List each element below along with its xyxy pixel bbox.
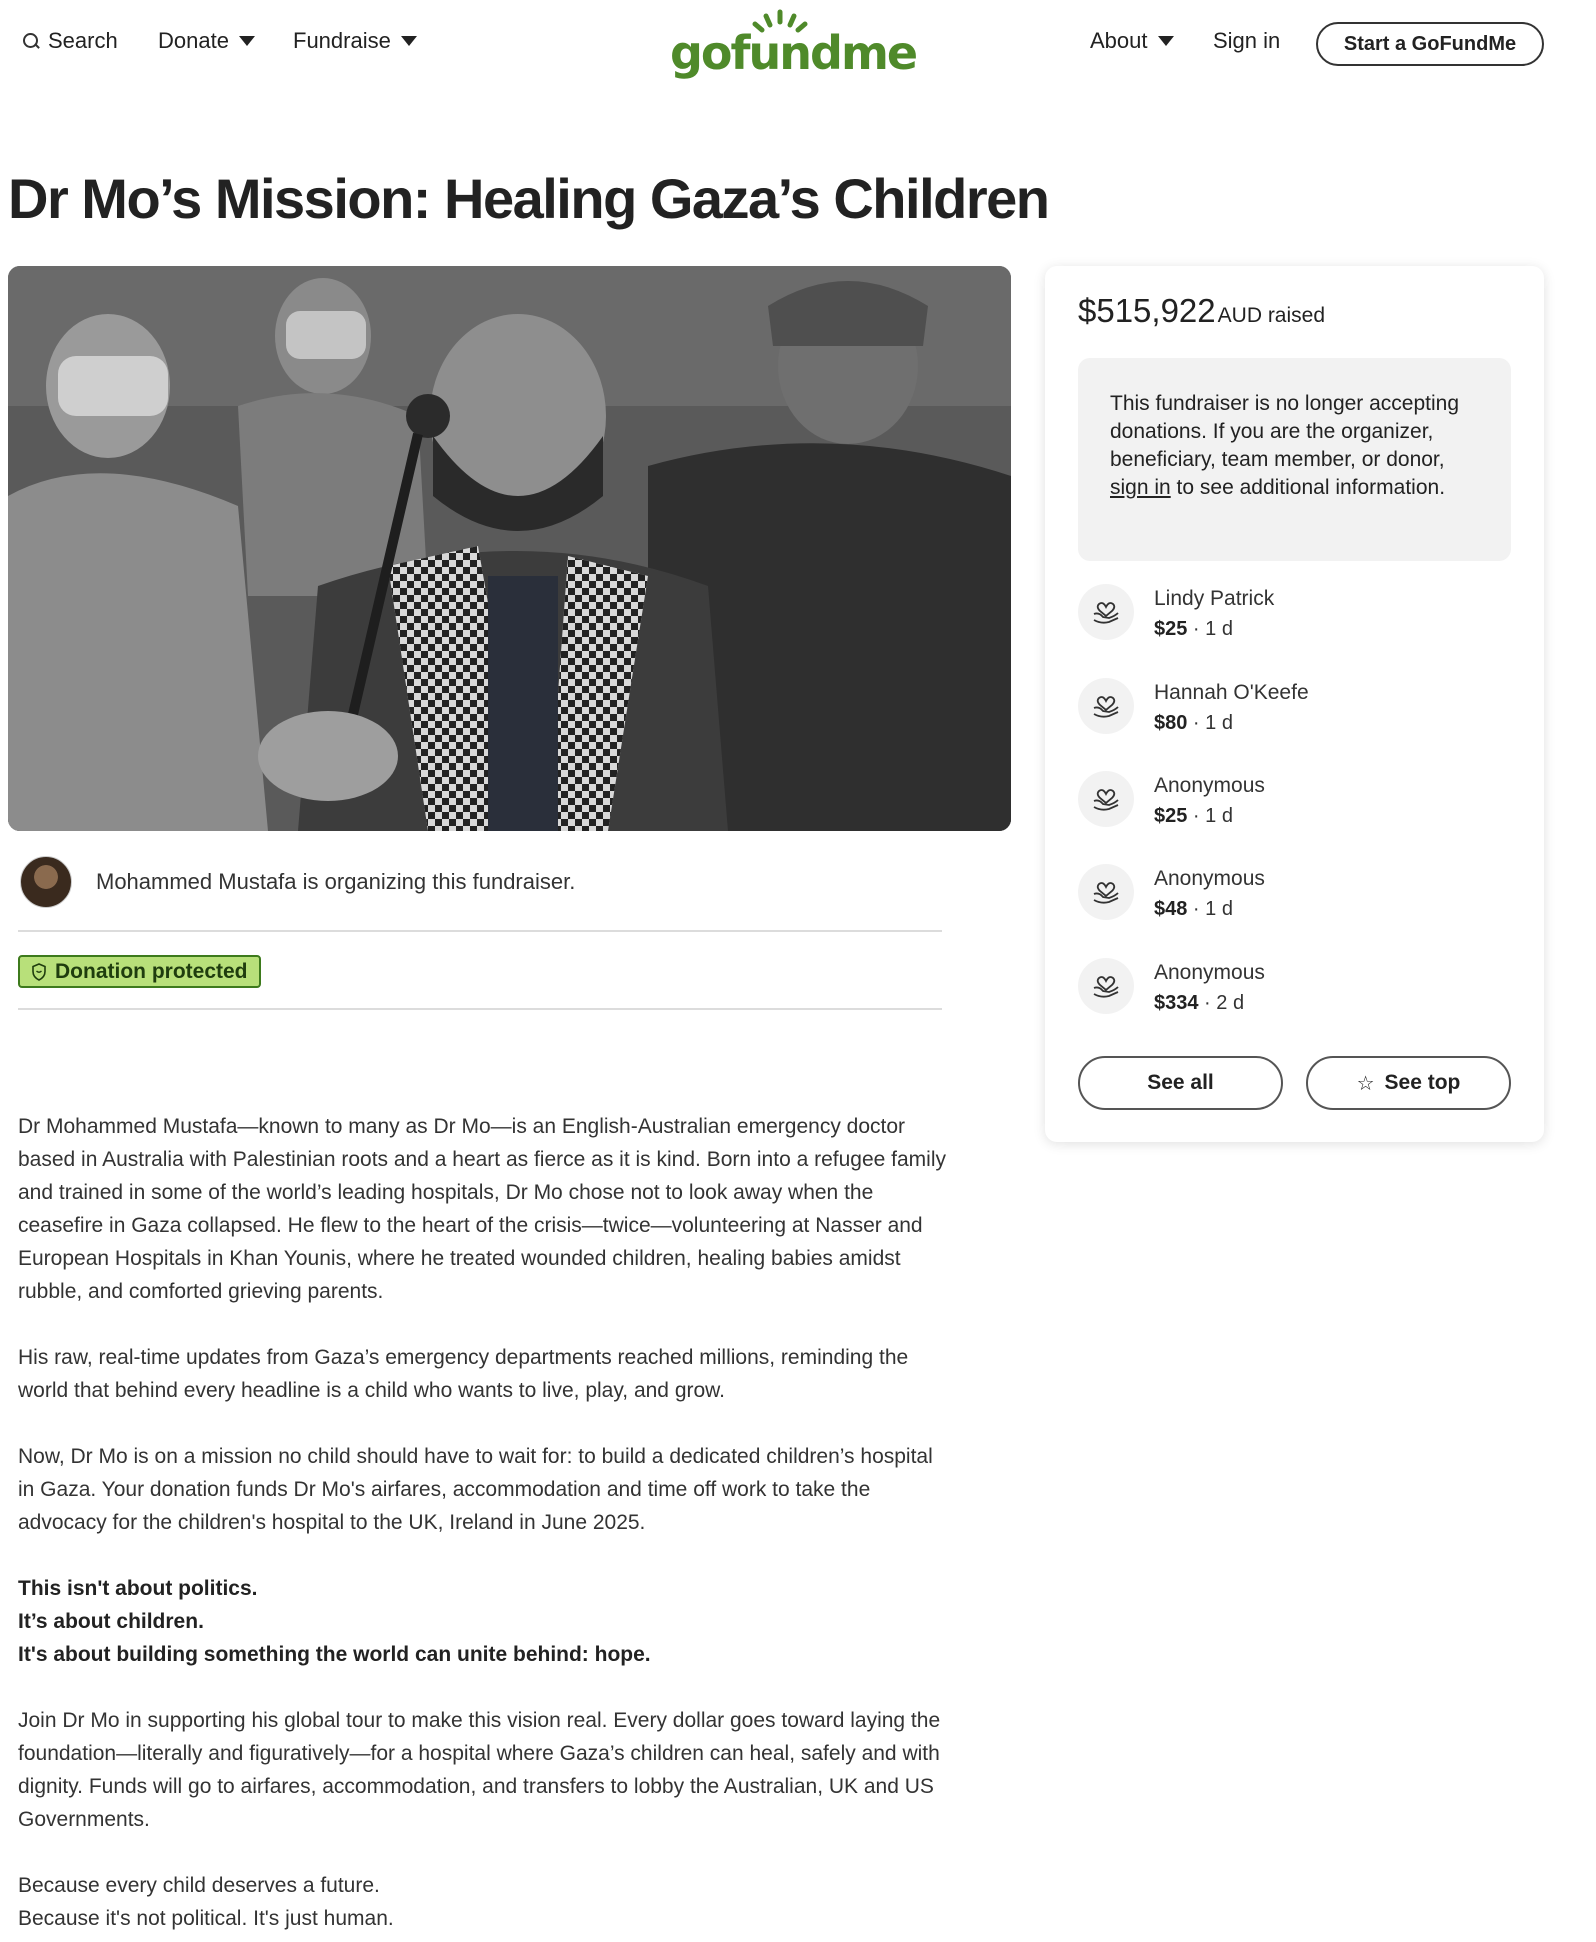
story-paragraph: Now, Dr Mo is on a mission no child should have to wait for: to build a dedicated children’s hospital in Gaza. Your donation funds Dr Mo's airfares, accommodation and time off work to take the advocacy for the children's hospital to the UK, Ireland in June 2025.: [18, 1445, 933, 1534]
notice-sign-in-link[interactable]: sign in: [1110, 476, 1171, 499]
donor-item: [1078, 771, 1265, 831]
donor-time: 1 d: [1205, 805, 1233, 827]
donor-name: Anonymous: [1154, 961, 1265, 984]
donor-amount: $25: [1154, 618, 1188, 640]
campaign-title: Dr Mo’s Mission: Healing Gaza’s Children: [8, 167, 1049, 230]
donation-protected-badge[interactable]: [18, 955, 261, 988]
donor-amount: $48: [1154, 898, 1188, 920]
divider: [18, 1008, 942, 1010]
donate-menu[interactable]: [158, 28, 255, 54]
about-menu[interactable]: [1090, 28, 1174, 54]
heart-hand-icon: [1078, 584, 1134, 640]
search-nav[interactable]: [22, 28, 118, 54]
logo-text: gofundme: [670, 26, 917, 80]
donor-time: 1 d: [1205, 898, 1233, 920]
donate-label: Donate: [158, 28, 229, 53]
donor-name: Hannah O'Keefe: [1154, 681, 1309, 704]
story-line: Because every child deserves a future.: [18, 1874, 380, 1897]
donor-meta: $80 · 1 d: [1154, 712, 1233, 734]
raised-summary: [1078, 292, 1325, 330]
donor-name: Anonymous: [1154, 867, 1265, 890]
caret-down-icon: [401, 36, 417, 46]
shield-icon: [31, 963, 47, 981]
story-closing: [18, 1869, 948, 1935]
hero-photo: [8, 266, 1011, 831]
sign-in-label: Sign in: [1213, 28, 1281, 53]
see-top-button[interactable]: [1306, 1056, 1511, 1110]
divider: [18, 930, 942, 932]
donor-amount: $334: [1154, 992, 1199, 1014]
notice-text-post: to see additional information.: [1176, 476, 1446, 499]
donation-protected-label: Donation protected: [55, 959, 248, 983]
search-label: Search: [48, 28, 118, 53]
raised-amount: $515,922: [1078, 292, 1216, 329]
organizer-row: [20, 856, 575, 908]
see-top-label: See top: [1384, 1071, 1461, 1094]
donation-sidebar-card: [1045, 266, 1544, 1142]
organizer-avatar[interactable]: [20, 856, 72, 908]
donor-time: 1 d: [1205, 712, 1233, 734]
donor-meta: $334 · 2 d: [1154, 992, 1245, 1014]
heart-hand-icon: [1078, 771, 1134, 827]
heart-hand-icon: [1078, 864, 1134, 920]
donor-meta: $25 · 1 d: [1154, 618, 1233, 640]
donor-item: [1078, 584, 1274, 644]
donor-time: 2 d: [1216, 992, 1245, 1014]
see-all-label: See all: [1147, 1071, 1214, 1094]
closed-notice: [1078, 358, 1511, 561]
story-bold-line: This isn't about politics.: [18, 1577, 258, 1600]
donor-item: [1078, 864, 1265, 924]
caret-down-icon: [239, 36, 255, 46]
donor-amount: $25: [1154, 805, 1188, 827]
story-line: Because it's not political. It's just human.: [18, 1907, 394, 1930]
story-bold-line: It's about building something the world can unite behind: hope.: [18, 1643, 651, 1666]
donor-meta: $48 · 1 d: [1154, 898, 1233, 920]
story-bold-line: It’s about children.: [18, 1610, 204, 1633]
search-icon: [22, 32, 40, 50]
donor-time: 1 d: [1205, 618, 1233, 640]
story-bold-block: [18, 1572, 948, 1671]
donor-amount: $80: [1154, 712, 1188, 734]
heart-hand-icon: [1078, 958, 1134, 1014]
fundraise-menu[interactable]: [293, 28, 417, 54]
notice-text-pre: This fundraiser is no longer accepting donations. If you are the organizer, beneficiary, team member, or donor,: [1110, 392, 1460, 471]
fundraise-label: Fundraise: [293, 28, 391, 53]
campaign-hero-image[interactable]: [8, 266, 1011, 831]
donor-meta: $25 · 1 d: [1154, 805, 1233, 827]
site-header: [0, 0, 1596, 86]
caret-down-icon: [1158, 36, 1174, 46]
sign-in-link[interactable]: [1213, 28, 1280, 54]
gofundme-logo[interactable]: [670, 8, 917, 80]
donor-item: [1078, 958, 1265, 1018]
see-all-button[interactable]: [1078, 1056, 1283, 1110]
heart-hand-icon: [1078, 678, 1134, 734]
donor-item: [1078, 678, 1309, 738]
donor-name: Lindy Patrick: [1154, 587, 1275, 610]
story-paragraph: Dr Mohammed Mustafa—known to many as Dr Mo—is an English-Australian emergency doctor based in Australia with Palestinian roots and a heart as fierce as it is kind. Born into a refugee family and trained in some of the world’s leading hospitals, Dr Mo chose not to look away when the ceasefire in Gaza collapsed. He flew to the heart of the crisis—twice—volunteering at Nasser and European Hospitals in Khan Younis, where he treated wounded children, healing babies amidst rubble, and comforted grieving parents.: [18, 1115, 946, 1303]
raised-suffix: AUD raised: [1217, 304, 1326, 327]
start-gofundme-button[interactable]: Start a GoFundMe: [1316, 22, 1544, 66]
story-paragraph: Join Dr Mo in supporting his global tour to make this vision real. Every dollar goes toward laying the foundation—literally and figuratively—for a hospital where Gaza’s children can heal, safely and with dignity. Funds will go to airfares, accommodation, and transfers to lobby the Australian, UK and US Governments.: [18, 1709, 941, 1831]
about-label: About: [1090, 28, 1148, 53]
organizer-text: Mohammed Mustafa is organizing this fundraiser.: [96, 869, 576, 894]
star-icon: ☆: [1356, 1072, 1375, 1095]
donor-name: Anonymous: [1154, 774, 1265, 797]
story-paragraph: His raw, real-time updates from Gaza’s emergency departments reached millions, reminding the world that behind every headline is a child who wants to live, play, and grow.: [18, 1346, 909, 1402]
campaign-story: [18, 1110, 948, 1942]
